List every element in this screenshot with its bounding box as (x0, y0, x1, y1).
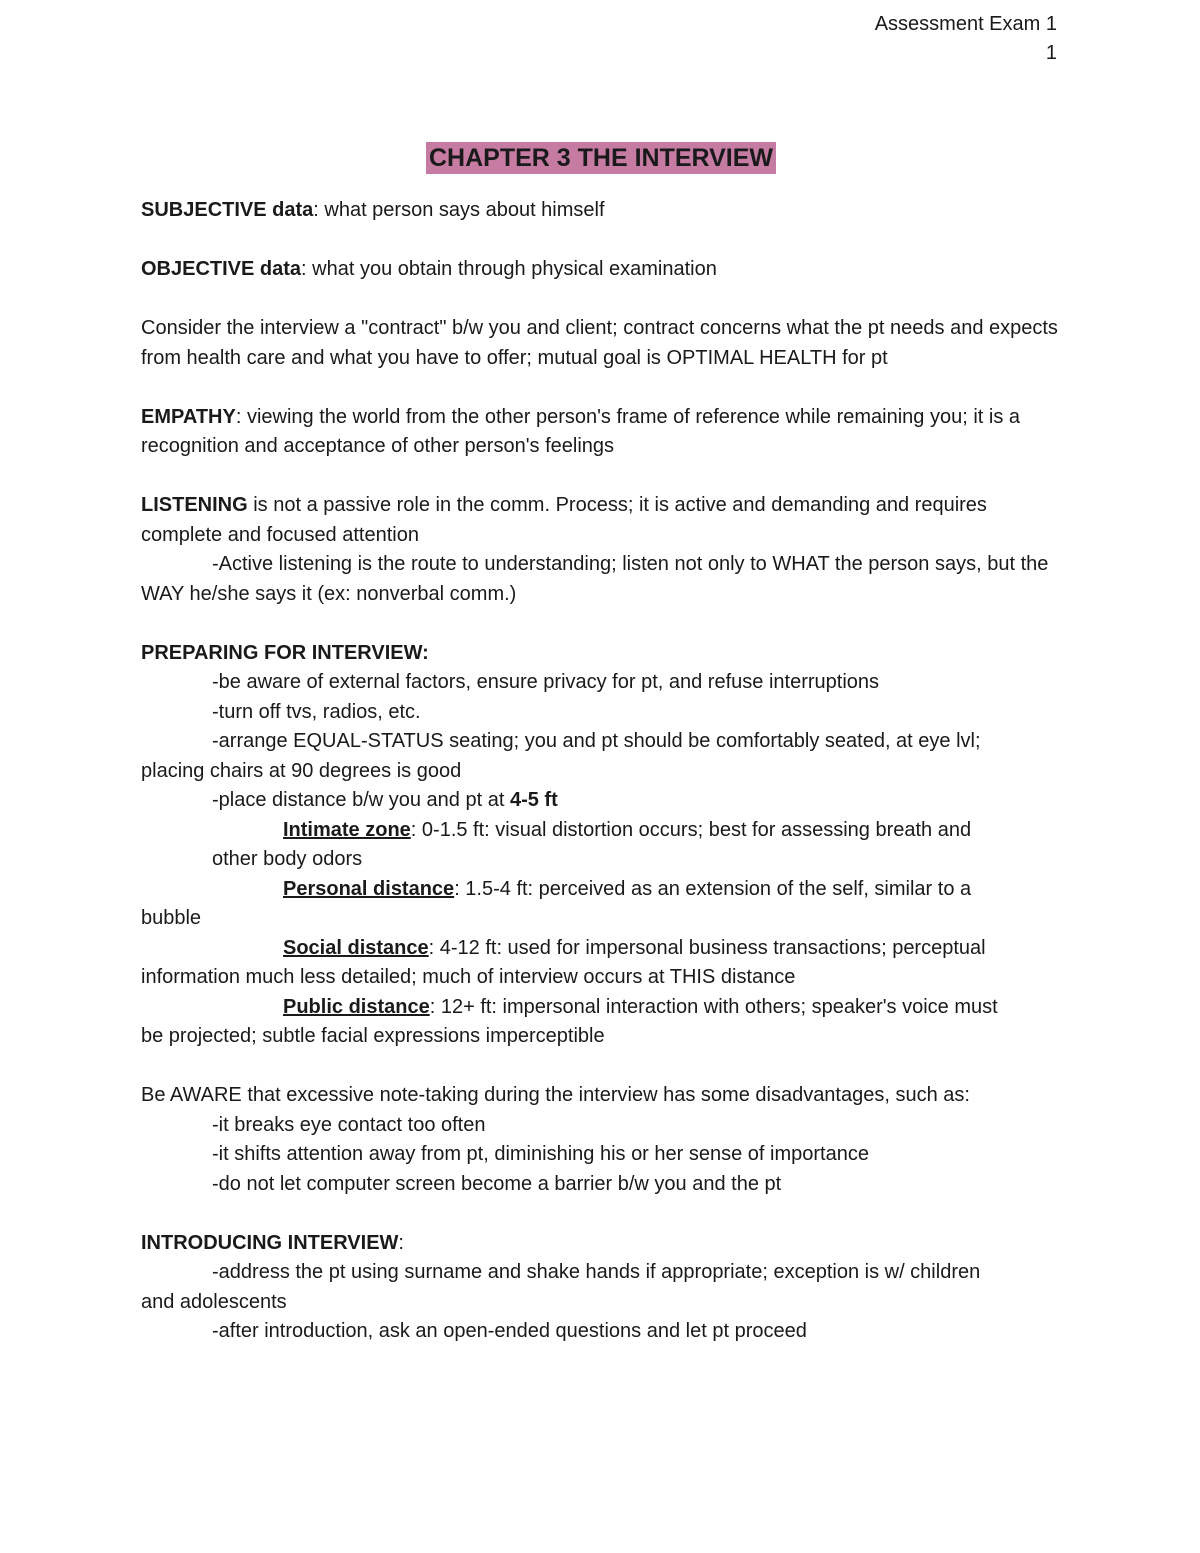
public-distance-continuation: be projected; subtle facial expressions imperceptible (141, 1025, 605, 1047)
intimate-zone-text: : 0-1.5 ft: visual distortion occurs; best for assessing breath and (410, 818, 972, 841)
subjective-term: SUBJECTIVE data (141, 199, 314, 221)
introducing-item-continuation: and adolescents (141, 1290, 287, 1313)
aware-item: -it breaks eye contact too often (212, 1113, 486, 1136)
page-number: 1 (1045, 42, 1057, 64)
objective-text: : what you obtain through physical examination (301, 258, 717, 280)
empathy-term: EMPATHY (141, 405, 236, 428)
personal-distance-line (141, 875, 1061, 905)
subjective-text: : what person says about himself (313, 199, 605, 221)
preparing-heading (141, 639, 1061, 669)
aware-item: -it shifts attention away from pt, diminishing his or her sense of importance (212, 1143, 869, 1165)
objective-paragraph (141, 255, 1061, 285)
preparing-item: -arrange EQUAL-STATUS seating; you and pt should be comfortably seated, at eye lvl; (212, 730, 981, 752)
preparing-heading-text: PREPARING FOR INTERVIEW: (141, 641, 429, 664)
listening-text: is not a passive role in the comm. Process; it is active and demanding and requires complete and focused attention (141, 494, 987, 546)
social-distance-line (141, 934, 1061, 964)
social-distance-continuation: information much less detailed; much of interview occurs at THIS distance (141, 966, 796, 988)
preparing-item: -be aware of external factors, ensure privacy for pt, and refuse interruptions (212, 671, 880, 693)
intimate-zone-line (141, 816, 1061, 846)
preparing-item: -turn off tvs, radios, etc. (212, 700, 421, 723)
header-title: Assessment Exam 1 (874, 13, 1057, 35)
social-distance-term: Social distance (283, 936, 429, 959)
empathy-text: : viewing the world from the other person's frame of reference while remaining you; it is a recognition and acceptance of other person's feelings (141, 405, 1021, 457)
distance-text: -place distance b/w you and pt at (212, 789, 510, 811)
contract-paragraph: Consider the interview a "contract" b/w you and client; contract concerns what the pt needs and expects from health care and what you have to offer; mutual goal is OPTIMAL HEALTH for pt (141, 317, 1058, 369)
subjective-paragraph (141, 196, 1061, 226)
listening-sub-text: -Active listening is the route to understanding; listen not only to WHAT the person says, but the WAY he/she says it (ex: nonverbal comm.) (141, 553, 1049, 605)
page-header (875, 10, 1057, 68)
preparing-item (141, 786, 1061, 816)
preparing-item-continuation: placing chairs at 90 degrees is good (141, 759, 462, 782)
introducing-colon: : (398, 1231, 404, 1254)
introducing-heading (141, 1229, 1061, 1259)
empathy-paragraph (141, 403, 1061, 462)
chapter-title: CHAPTER 3 THE INTERVIEW (426, 142, 776, 174)
intimate-zone-continuation: other body odors (212, 848, 363, 870)
aware-item: -do not let computer screen become a barrier b/w you and the pt (212, 1172, 782, 1195)
introducing-heading-text: INTRODUCING INTERVIEW (141, 1231, 399, 1254)
introducing-item: -address the pt using surname and shake hands if appropriate; exception is w/ children (212, 1261, 981, 1283)
public-distance-text: : 12+ ft: impersonal interaction with others; speaker's voice must (429, 995, 998, 1018)
social-distance-text: : 4-12 ft: used for impersonal business transactions; perceptual (428, 936, 986, 959)
objective-term: OBJECTIVE data (141, 258, 302, 280)
chapter-title-wrap (141, 142, 1061, 176)
listening-sub-paragraph (141, 550, 1061, 609)
document-body (141, 142, 1061, 1347)
distance-value: 4-5 ft (509, 789, 558, 811)
aware-intro: Be AWARE that excessive note-taking during the interview has some disadvantages, such as: (141, 1084, 970, 1106)
public-distance-line (141, 993, 1061, 1023)
listening-term: LISTENING (141, 494, 248, 516)
listening-paragraph (141, 491, 1061, 550)
introducing-item: -after introduction, ask an open-ended questions and let pt proceed (212, 1320, 807, 1342)
intimate-zone-term: Intimate zone (283, 818, 411, 841)
personal-distance-text: : 1.5-4 ft: perceived as an extension of the self, similar to a (454, 877, 972, 900)
personal-distance-continuation: bubble (141, 907, 202, 929)
personal-distance-term: Personal distance (283, 877, 455, 900)
public-distance-term: Public distance (283, 995, 430, 1018)
